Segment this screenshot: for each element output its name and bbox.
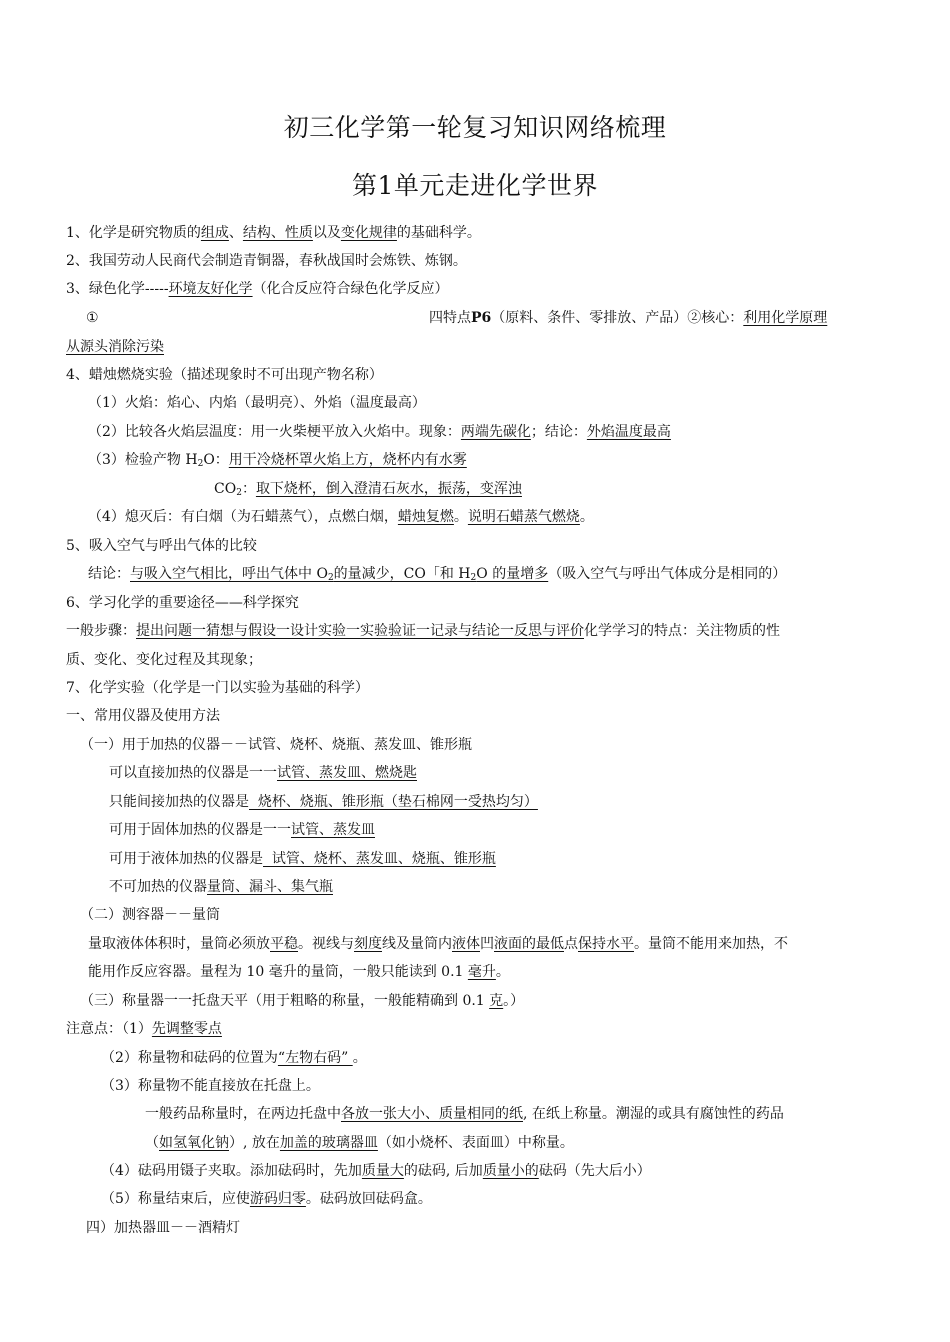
line-10: $CO_2$：取下烧杯，倒入澄清石灰水，振荡，变浑浊 [214,481,522,498]
line-12: 5、吸入空气与呼出气体的比较 [66,538,257,554]
line-29: 注意点：（1）先调整零点 [66,1021,222,1037]
line-5: 从源头消除污染 [66,339,164,355]
line-6: 4、蜡烛燃烧实验（描述现象时不可出现产物名称） [66,367,383,383]
line-16: 质、变化、变化过程及其现象； [66,652,262,668]
line-34: （4）砝码用镊子夹取。添加砝码时，先加质量大的砝码, 后加质量小的砝码（先大后小） [101,1163,651,1179]
line-8: （2）比较各火焰层温度：用一火柴梗平放入火焰中。现象：两端先碳化；结论：外焰温度最高 [88,424,671,440]
line-25: （二）测容器－－量筒 [80,907,220,923]
line-11: （4）熄灭后：有白烟（为石蜡蒸气），点燃白烟，蜡烛复燃。说明石蜡蒸气燃烧。 [88,509,594,525]
document-title: 初三化学第一轮复习知识网络梳理 [283,113,667,142]
line-30: （2）称量物和砝码的位置为“左物右码” 。 [101,1050,367,1066]
line-31: （3）称量物不能直接放在托盘上。 [101,1078,320,1094]
line-3: 3、绿色化学-----环境友好化学（化合反应符合绿色化学反应） [66,281,449,297]
line-2: 2、我国劳动人民商代会制造青铜器，春秋战国时会炼铁、炼钢。 [66,253,467,269]
line-4-marker: ① [86,310,99,326]
line-35: （5）称量结束后，应使游码归零。砝码放回砝码盒。 [101,1191,432,1207]
line-18: 一、常用仪器及使用方法 [66,708,220,724]
line-14: 6、学习化学的重要途径——科学探究 [66,595,299,611]
line-13: 结论：与吸入空气相比，呼出气体中 $O_2$的量减少，CO「和 $H_2O$ 的量增多（吸入空气与呼出气体成分是相同的） [88,566,787,583]
line-20: 可以直接加热的仪器是一一试管、蒸发皿、燃烧匙 [109,765,417,781]
line-15: 一般步骤：提出问题一猜想与假设一设计实验一实验验证一记录与结论一反思与评价化学学习的特点：关注物质的性 [66,623,780,639]
line-1: 1、化学是研究物质的组成、结构、性质以及变化规律的基础科学。 [66,225,481,241]
line-19: （一）用于加热的仪器－－试管、烧杯、烧瓶、蒸发皿、锥形瓶 [80,737,472,753]
line-21: 只能间接加热的仪器是 烧杯、烧瓶、锥形瓶（垫石棉网一受热均匀） [109,794,538,810]
unit-title: 第1单元走进化学世界 [352,171,598,200]
line-26: 量取液体体积时，量筒必须放平稳。视线与刻度线及量筒内液体凹液面的最低点保持水平。量筒不能用来加热，不 [88,936,788,952]
line-9: （3）检验产物 $H_2O$：用干冷烧杯罩火焰上方，烧杯内有水雾 [88,452,467,469]
line-28: （三）称量器一一托盘天平（用于粗略的称量，一般能精确到 0.1 克。） [80,993,525,1009]
line-4: 四特点P6（原料、条件、零排放、产品）②核心：利用化学原理 [429,310,828,326]
line-24: 不可加热的仪器量筒、漏斗、集气瓶 [109,879,333,895]
line-27: 能用作反应容器。量程为 10 毫升的量筒，一般只能读到 0.1 毫升。 [88,964,510,980]
line-23: 可用于液体加热的仪器是 试管、烧杯、蒸发皿、烧瓶、锥形瓶 [109,851,496,867]
line-32: 一般药品称量时，在两边托盘中各放一张大小、质量相同的纸, 在纸上称量。潮湿的或具有腐蚀性的药品 [145,1106,784,1122]
line-17: 7、化学实验（化学是一门以实验为基础的科学） [66,680,369,696]
line-33: （如氢氧化钠）, 放在加盖的玻璃器皿（如小烧杯、表面皿）中称量。 [145,1135,574,1151]
line-36: 四）加热器皿－－酒精灯 [86,1220,240,1236]
line-7: （1）火焰：焰心、内焰（最明亮）、外焰（温度最高） [88,395,426,411]
line-22: 可用于固体加热的仪器是一一试管、蒸发皿 [109,822,375,838]
